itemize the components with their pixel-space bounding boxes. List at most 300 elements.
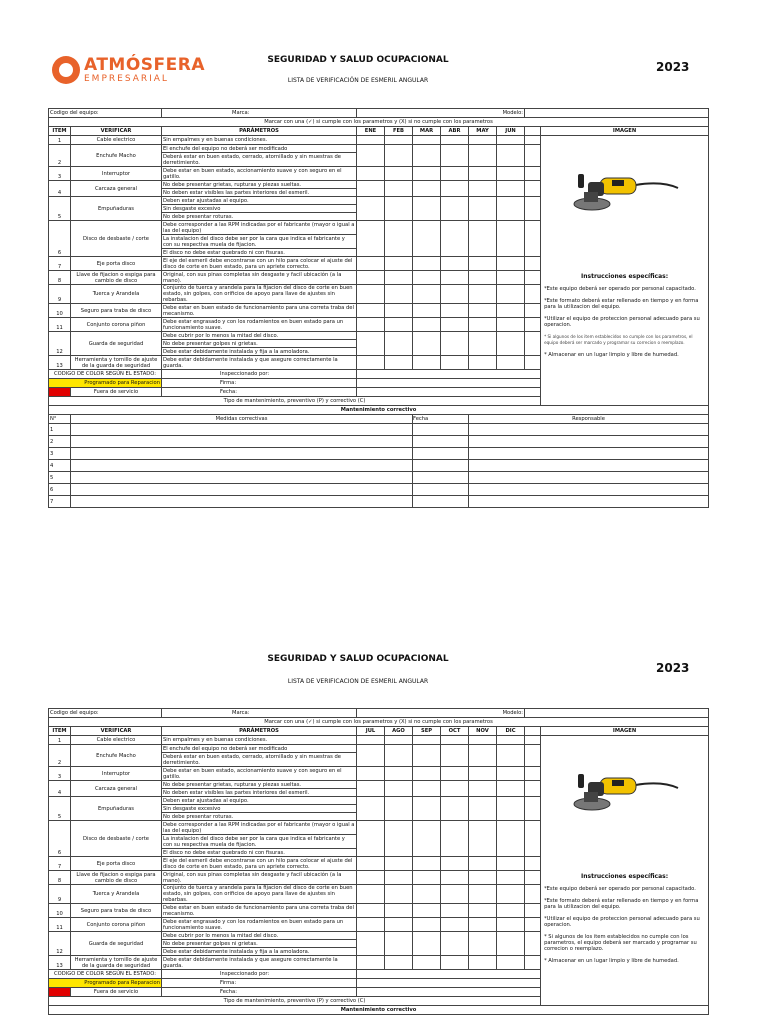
corrective-number: 4 bbox=[49, 460, 71, 472]
color-code-label: CODIGO DE COLOR SEGÚN EL ESTADO: bbox=[49, 370, 162, 379]
check-cell[interactable] bbox=[413, 356, 441, 370]
check-cell[interactable] bbox=[469, 257, 497, 271]
item-number: 3 bbox=[49, 167, 71, 181]
check-cell[interactable] bbox=[469, 271, 497, 285]
instruction-line: *Este equipo deberá ser operado por personal capacitado. bbox=[544, 286, 696, 292]
check-cell[interactable] bbox=[357, 145, 385, 167]
checklist-table bbox=[48, 108, 709, 508]
check-cell[interactable] bbox=[413, 918, 441, 932]
signature-label: Firma: bbox=[162, 379, 357, 388]
check-cell[interactable] bbox=[357, 167, 385, 181]
date-cell[interactable] bbox=[413, 424, 469, 436]
check-cell[interactable] bbox=[413, 197, 441, 221]
check-cell[interactable] bbox=[497, 745, 525, 767]
parameter-text: No deben estar visibles las partes interiores del esmeril. bbox=[162, 189, 357, 197]
check-cell[interactable] bbox=[413, 136, 441, 145]
check-cell[interactable] bbox=[497, 736, 525, 745]
check-cell[interactable] bbox=[413, 167, 441, 181]
check-cell[interactable] bbox=[497, 797, 525, 821]
corrective-heading: Mantenimiento correctivo bbox=[49, 406, 709, 415]
month-header: NOV bbox=[469, 727, 497, 736]
check-cell[interactable] bbox=[469, 167, 497, 181]
angle-grinder-image bbox=[570, 156, 680, 226]
check-cell[interactable] bbox=[469, 318, 497, 332]
parameter-text: Debe cubrir por lo menos la mitad del disco. bbox=[162, 932, 357, 940]
check-cell[interactable] bbox=[441, 356, 469, 370]
check-cell[interactable] bbox=[357, 285, 385, 304]
color-code-label: CODIGO DE COLOR SEGÚN EL ESTADO: bbox=[49, 970, 162, 979]
check-cell[interactable] bbox=[357, 271, 385, 285]
check-cell[interactable] bbox=[497, 781, 525, 797]
verify-item: Carcaza general bbox=[71, 181, 162, 197]
responsible-cell[interactable] bbox=[469, 436, 709, 448]
check-cell[interactable] bbox=[385, 221, 413, 257]
verify-item: Tuerca y Arandela bbox=[71, 285, 162, 304]
check-cell[interactable] bbox=[497, 356, 525, 370]
parametros-header: PARÁMETROS bbox=[162, 727, 357, 736]
instructions-heading: Instrucciones específicas: bbox=[581, 873, 669, 880]
check-cell[interactable] bbox=[413, 271, 441, 285]
checklist-page-2 bbox=[48, 652, 708, 1015]
check-cell[interactable] bbox=[357, 304, 385, 318]
check-cell[interactable] bbox=[357, 871, 385, 885]
parameter-text: Debe estar debidamente instalada y fija a la amoladora. bbox=[162, 948, 357, 956]
image-and-instructions bbox=[541, 736, 709, 1006]
check-cell[interactable] bbox=[385, 167, 413, 181]
marca-label: Marca: bbox=[162, 709, 357, 718]
check-cell[interactable] bbox=[469, 356, 497, 370]
parameter-text: Deben estar ajustadas al equipo. bbox=[162, 197, 357, 205]
check-cell[interactable] bbox=[441, 221, 469, 257]
check-cell[interactable] bbox=[385, 932, 413, 956]
table-row bbox=[49, 136, 709, 145]
check-cell[interactable] bbox=[357, 956, 385, 970]
parameter-text: No debe presentar roturas. bbox=[162, 213, 357, 221]
check-cell[interactable] bbox=[497, 918, 525, 932]
verify-item: Herramienta y tornillo de ajuste de la guarda de seguridad bbox=[71, 356, 162, 370]
check-cell[interactable] bbox=[497, 932, 525, 956]
check-cell[interactable] bbox=[469, 871, 497, 885]
check-cell[interactable] bbox=[385, 821, 413, 857]
check-cell[interactable] bbox=[413, 332, 441, 356]
check-cell[interactable] bbox=[357, 197, 385, 221]
check-cell[interactable] bbox=[497, 304, 525, 318]
responsible-cell[interactable] bbox=[469, 472, 709, 484]
check-cell[interactable] bbox=[385, 136, 413, 145]
check-cell[interactable] bbox=[357, 745, 385, 767]
item-number: 4 bbox=[49, 181, 71, 197]
imagen-header: IMAGEN bbox=[541, 727, 709, 736]
measure-cell[interactable] bbox=[71, 448, 413, 460]
check-cell[interactable] bbox=[469, 736, 497, 745]
check-cell[interactable] bbox=[469, 745, 497, 767]
check-cell[interactable] bbox=[469, 221, 497, 257]
instruction-line: *Utilizar el equipo de proteccion personal adecuado para su operacion. bbox=[544, 916, 700, 928]
check-cell[interactable] bbox=[441, 745, 469, 767]
check-cell[interactable] bbox=[413, 318, 441, 332]
check-cell[interactable] bbox=[497, 821, 525, 857]
check-cell[interactable] bbox=[357, 332, 385, 356]
verify-item: Tuerca y Arandela bbox=[71, 885, 162, 904]
parameter-text: Debe estar en buen estado, accionamiento suave y con seguro en el gatillo. bbox=[162, 167, 357, 181]
legend-red-swatch bbox=[49, 388, 71, 397]
check-cell[interactable] bbox=[385, 885, 413, 904]
modelo-field[interactable] bbox=[525, 709, 709, 718]
check-cell[interactable] bbox=[497, 271, 525, 285]
check-cell[interactable] bbox=[497, 145, 525, 167]
date-label: Fecha: bbox=[162, 988, 357, 997]
check-cell[interactable] bbox=[385, 145, 413, 167]
parameter-text: Debe estar debidamente instalada y fija a la amoladora. bbox=[162, 348, 357, 356]
page-header bbox=[48, 652, 708, 708]
date-cell[interactable] bbox=[413, 436, 469, 448]
check-cell[interactable] bbox=[413, 857, 441, 871]
check-cell[interactable] bbox=[413, 904, 441, 918]
item-number: 13 bbox=[49, 956, 71, 970]
date-cell[interactable] bbox=[413, 484, 469, 496]
check-cell[interactable] bbox=[441, 145, 469, 167]
verify-item: Guarda de seguridad bbox=[71, 332, 162, 356]
measure-cell[interactable] bbox=[71, 436, 413, 448]
check-cell[interactable] bbox=[413, 257, 441, 271]
check-cell[interactable] bbox=[385, 781, 413, 797]
corrective-number: 6 bbox=[49, 484, 71, 496]
check-cell[interactable] bbox=[441, 257, 469, 271]
parameter-text: Sin empalmes y en buenas condiciones. bbox=[162, 136, 357, 145]
checklist-page-1 bbox=[48, 52, 708, 508]
check-cell[interactable] bbox=[497, 871, 525, 885]
column-header-row bbox=[49, 127, 709, 136]
parameter-text: Conjunto de tuerca y arandela para la fijacion del disco de corte en buen estado, sin golpes, con orificios de apoyo para llave de ajustes sin rebarbas. bbox=[162, 285, 357, 304]
check-cell[interactable] bbox=[469, 285, 497, 304]
item-number: 11 bbox=[49, 918, 71, 932]
item-number: 7 bbox=[49, 857, 71, 871]
item-header: ITEM bbox=[49, 127, 71, 136]
item-number: 9 bbox=[49, 885, 71, 904]
check-cell[interactable] bbox=[413, 781, 441, 797]
check-cell[interactable] bbox=[413, 285, 441, 304]
check-cell[interactable] bbox=[385, 767, 413, 781]
check-cell[interactable] bbox=[441, 904, 469, 918]
check-cell[interactable] bbox=[413, 745, 441, 767]
item-number: 12 bbox=[49, 932, 71, 956]
inspected-by-label: Inspeccionado por: bbox=[162, 370, 357, 379]
parameter-text: No debe presentar golpes ni grietas. bbox=[162, 340, 357, 348]
check-cell[interactable] bbox=[413, 821, 441, 857]
item-number: 8 bbox=[49, 871, 71, 885]
check-cell[interactable] bbox=[497, 285, 525, 304]
month-header: AGO bbox=[385, 727, 413, 736]
check-cell[interactable] bbox=[357, 904, 385, 918]
measure-cell[interactable] bbox=[71, 496, 413, 508]
check-cell[interactable] bbox=[385, 745, 413, 767]
check-cell[interactable] bbox=[469, 932, 497, 956]
check-cell[interactable] bbox=[469, 956, 497, 970]
check-cell[interactable] bbox=[385, 197, 413, 221]
parameter-text: Conjunto de tuerca y arandela para la fijacion del disco de corte en buen estado, sin golpes, con orificios de apoyo para llave de ajustes sin rebarbas. bbox=[162, 885, 357, 904]
month-header: ENE bbox=[357, 127, 385, 136]
date-cell[interactable] bbox=[413, 496, 469, 508]
verify-item: Eje porta disco bbox=[71, 257, 162, 271]
check-cell[interactable] bbox=[469, 885, 497, 904]
parameter-text: La instalacion del disco debe ser por la cara que indica el fabricante y con su respectiva muela de fijacion. bbox=[162, 835, 357, 849]
check-cell[interactable] bbox=[357, 781, 385, 797]
check-cell[interactable] bbox=[469, 918, 497, 932]
table-row bbox=[49, 736, 709, 745]
date-cell[interactable] bbox=[413, 460, 469, 472]
check-cell[interactable] bbox=[357, 932, 385, 956]
responsible-cell[interactable] bbox=[469, 424, 709, 436]
page-header bbox=[48, 52, 708, 108]
check-cell[interactable] bbox=[469, 136, 497, 145]
check-cell[interactable] bbox=[469, 857, 497, 871]
responsible-cell[interactable] bbox=[469, 460, 709, 472]
document-year: 2023 bbox=[656, 661, 690, 675]
verify-item: Eje porta disco bbox=[71, 857, 162, 871]
check-cell[interactable] bbox=[385, 797, 413, 821]
check-cell[interactable] bbox=[357, 821, 385, 857]
check-cell[interactable] bbox=[497, 221, 525, 257]
date-cell[interactable] bbox=[413, 448, 469, 460]
measure-cell[interactable] bbox=[71, 484, 413, 496]
check-cell[interactable] bbox=[385, 304, 413, 318]
item-number: 10 bbox=[49, 304, 71, 318]
check-cell[interactable] bbox=[441, 871, 469, 885]
item-number: 2 bbox=[49, 745, 71, 767]
instruction-line: *Este formato deberá estar rellenado en tiempo y en forma para la utilizacion del equipo. bbox=[544, 898, 699, 910]
verify-item: Disco de desbaste / corte bbox=[71, 821, 162, 857]
document-subtitle: LISTA DE VERIFICACION DE ESMERIL ANGULAR bbox=[287, 678, 429, 685]
check-cell[interactable] bbox=[497, 904, 525, 918]
measure-cell[interactable] bbox=[71, 472, 413, 484]
responsible-header: Responsable bbox=[469, 415, 709, 424]
check-cell[interactable] bbox=[413, 767, 441, 781]
verify-item: Empuñaduras bbox=[71, 797, 162, 821]
parameter-text: No deben estar visibles las partes interiores del esmeril. bbox=[162, 789, 357, 797]
check-cell[interactable] bbox=[385, 332, 413, 356]
check-cell[interactable] bbox=[413, 181, 441, 197]
corrective-row bbox=[49, 496, 709, 508]
instructions-heading: Instrucciones específicas: bbox=[581, 273, 669, 280]
date-cell[interactable] bbox=[413, 472, 469, 484]
check-cell[interactable] bbox=[469, 181, 497, 197]
check-cell[interactable] bbox=[441, 857, 469, 871]
month-header: ABR bbox=[441, 127, 469, 136]
angle-grinder-image bbox=[570, 756, 680, 826]
check-cell[interactable] bbox=[357, 221, 385, 257]
corrective-number: 5 bbox=[49, 472, 71, 484]
check-cell[interactable] bbox=[385, 956, 413, 970]
check-cell[interactable] bbox=[357, 797, 385, 821]
check-cell[interactable] bbox=[357, 356, 385, 370]
check-cell[interactable] bbox=[357, 181, 385, 197]
check-cell[interactable] bbox=[385, 356, 413, 370]
check-cell[interactable] bbox=[497, 885, 525, 904]
parameter-text: Original, con sus pinas completas sin desgaste y facil ubicación (a la mano). bbox=[162, 271, 357, 285]
measure-cell[interactable] bbox=[71, 460, 413, 472]
check-cell[interactable] bbox=[413, 956, 441, 970]
check-cell[interactable] bbox=[385, 271, 413, 285]
check-cell[interactable] bbox=[385, 736, 413, 745]
check-cell[interactable] bbox=[441, 318, 469, 332]
check-cell[interactable] bbox=[497, 956, 525, 970]
logo-name: ATMÓSFERA bbox=[84, 54, 206, 75]
check-cell[interactable] bbox=[385, 871, 413, 885]
logo-tagline: EMPRESARIAL bbox=[84, 73, 169, 84]
check-cell[interactable] bbox=[469, 304, 497, 318]
instruction-line: * Si algunos de los item establecidos no cumple con los parametros, el equipo deberá ser marcado y programar su correcion o reemplazo. bbox=[544, 934, 697, 952]
corrective-row bbox=[49, 424, 709, 436]
parameter-text: Debe estar en buen estado de funcionamiento para una correta traba del mecanismo. bbox=[162, 304, 357, 318]
parameter-text: El enchufe del equipo no deberá ser modificado bbox=[162, 745, 357, 753]
check-cell[interactable] bbox=[441, 821, 469, 857]
check-cell[interactable] bbox=[413, 797, 441, 821]
check-cell[interactable] bbox=[497, 181, 525, 197]
check-cell[interactable] bbox=[385, 857, 413, 871]
check-cell[interactable] bbox=[413, 885, 441, 904]
check-cell[interactable] bbox=[441, 781, 469, 797]
month-header: MAR bbox=[413, 127, 441, 136]
corrective-row bbox=[49, 472, 709, 484]
corrective-row bbox=[49, 448, 709, 460]
check-cell[interactable] bbox=[497, 136, 525, 145]
check-cell[interactable] bbox=[385, 904, 413, 918]
modelo-field[interactable] bbox=[525, 109, 709, 118]
check-cell[interactable] bbox=[497, 318, 525, 332]
check-cell[interactable] bbox=[497, 167, 525, 181]
check-cell[interactable] bbox=[385, 257, 413, 271]
check-cell[interactable] bbox=[497, 197, 525, 221]
check-cell[interactable] bbox=[441, 197, 469, 221]
check-cell[interactable] bbox=[385, 285, 413, 304]
item-number: 3 bbox=[49, 767, 71, 781]
legend-yellow: Programado para Reparacion bbox=[49, 979, 162, 988]
check-cell[interactable] bbox=[441, 736, 469, 745]
instruction-line: *Este formato deberá estar rellenado en tiempo y en forma para la utilizacion del equipo. bbox=[544, 298, 699, 310]
parameter-text: Sin desgaste excesivo bbox=[162, 205, 357, 213]
item-number: 1 bbox=[49, 136, 71, 145]
month-header: JUN bbox=[497, 127, 525, 136]
check-cell[interactable] bbox=[469, 797, 497, 821]
corrective-row bbox=[49, 460, 709, 472]
check-cell[interactable] bbox=[497, 767, 525, 781]
check-cell[interactable] bbox=[469, 821, 497, 857]
check-cell[interactable] bbox=[441, 956, 469, 970]
check-cell[interactable] bbox=[469, 332, 497, 356]
check-cell[interactable] bbox=[413, 736, 441, 745]
verify-item: Seguro para traba de disco bbox=[71, 304, 162, 318]
parameter-text: El disco no debe estar quebrado ni con fisuras. bbox=[162, 849, 357, 857]
check-cell[interactable] bbox=[357, 885, 385, 904]
parameter-text: Debe estar debidamente instalada y que asegure correctamente la guarda. bbox=[162, 956, 357, 970]
check-cell[interactable] bbox=[441, 167, 469, 181]
check-cell[interactable] bbox=[357, 767, 385, 781]
inspected-by-label: Inspeccionado por: bbox=[162, 970, 357, 979]
check-cell[interactable] bbox=[469, 145, 497, 167]
check-cell[interactable] bbox=[469, 197, 497, 221]
check-cell[interactable] bbox=[413, 145, 441, 167]
check-cell[interactable] bbox=[441, 932, 469, 956]
check-cell[interactable] bbox=[357, 136, 385, 145]
check-cell[interactable] bbox=[357, 918, 385, 932]
month-header: OCT bbox=[441, 727, 469, 736]
check-cell[interactable] bbox=[441, 181, 469, 197]
check-cell[interactable] bbox=[413, 871, 441, 885]
check-cell[interactable] bbox=[497, 857, 525, 871]
legend-red: Fuera de servicio bbox=[71, 988, 162, 997]
item-number: 4 bbox=[49, 781, 71, 797]
parameter-text: Sin empalmes y en buenas condiciones. bbox=[162, 736, 357, 745]
check-cell[interactable] bbox=[469, 904, 497, 918]
check-cell[interactable] bbox=[441, 918, 469, 932]
marca-label: Marca: bbox=[162, 109, 357, 118]
check-cell[interactable] bbox=[357, 736, 385, 745]
check-cell[interactable] bbox=[441, 885, 469, 904]
check-cell[interactable] bbox=[469, 781, 497, 797]
modelo-label: Modelo: bbox=[357, 709, 525, 718]
check-cell[interactable] bbox=[441, 271, 469, 285]
responsible-cell[interactable] bbox=[469, 448, 709, 460]
verify-item: Empuñaduras bbox=[71, 197, 162, 221]
parameter-text: Deberá estar en buen estado, cerrado, atornillado y sin muestras de derretimiento. bbox=[162, 153, 357, 167]
check-cell[interactable] bbox=[441, 767, 469, 781]
checklist-table bbox=[48, 708, 709, 1015]
corrective-row bbox=[49, 436, 709, 448]
check-cell[interactable] bbox=[413, 304, 441, 318]
check-cell[interactable] bbox=[441, 285, 469, 304]
check-cell[interactable] bbox=[357, 857, 385, 871]
check-cell[interactable] bbox=[357, 257, 385, 271]
check-cell[interactable] bbox=[441, 332, 469, 356]
check-cell[interactable] bbox=[469, 767, 497, 781]
check-cell[interactable] bbox=[385, 918, 413, 932]
verify-item: Llave de fijacion o espiga para cambio de disco bbox=[71, 271, 162, 285]
measure-cell[interactable] bbox=[71, 424, 413, 436]
parameter-text: Debe estar engrasado y con los rodamientos en buen estado para un funcionamiento suave. bbox=[162, 918, 357, 932]
parameter-text: Original, con sus pinas completas sin desgaste y facil ubicación (a la mano). bbox=[162, 871, 357, 885]
column-header-row bbox=[49, 727, 709, 736]
check-cell[interactable] bbox=[413, 221, 441, 257]
instruction-line: *Utilizar el equipo de proteccion personal adecuado para su operacion. bbox=[544, 316, 700, 328]
parameter-text: Debe cubrir por lo menos la mitad del disco. bbox=[162, 332, 357, 340]
date-label: Fecha: bbox=[162, 388, 357, 397]
verify-item: Guarda de seguridad bbox=[71, 932, 162, 956]
check-cell[interactable] bbox=[441, 797, 469, 821]
modelo-label: Modelo: bbox=[357, 109, 525, 118]
responsible-cell[interactable] bbox=[469, 484, 709, 496]
n-header: N° bbox=[49, 415, 71, 424]
image-and-instructions bbox=[541, 136, 709, 406]
check-cell[interactable] bbox=[497, 257, 525, 271]
check-cell[interactable] bbox=[441, 304, 469, 318]
check-cell[interactable] bbox=[441, 136, 469, 145]
check-cell[interactable] bbox=[385, 318, 413, 332]
check-cell[interactable] bbox=[413, 932, 441, 956]
verificar-header: VERIFICAR bbox=[71, 127, 162, 136]
month-header: FEB bbox=[385, 127, 413, 136]
item-number: 13 bbox=[49, 356, 71, 370]
instructions-block bbox=[542, 864, 707, 972]
check-cell[interactable] bbox=[357, 318, 385, 332]
legend-red-swatch bbox=[49, 988, 71, 997]
responsible-cell[interactable] bbox=[469, 496, 709, 508]
check-cell[interactable] bbox=[385, 181, 413, 197]
equipment-info-row bbox=[49, 109, 709, 118]
check-cell[interactable] bbox=[497, 332, 525, 356]
item-number: 5 bbox=[49, 797, 71, 821]
parameter-text: El disco no debe estar quebrado ni con fisuras. bbox=[162, 249, 357, 257]
verify-item: Cable electrico bbox=[71, 136, 162, 145]
